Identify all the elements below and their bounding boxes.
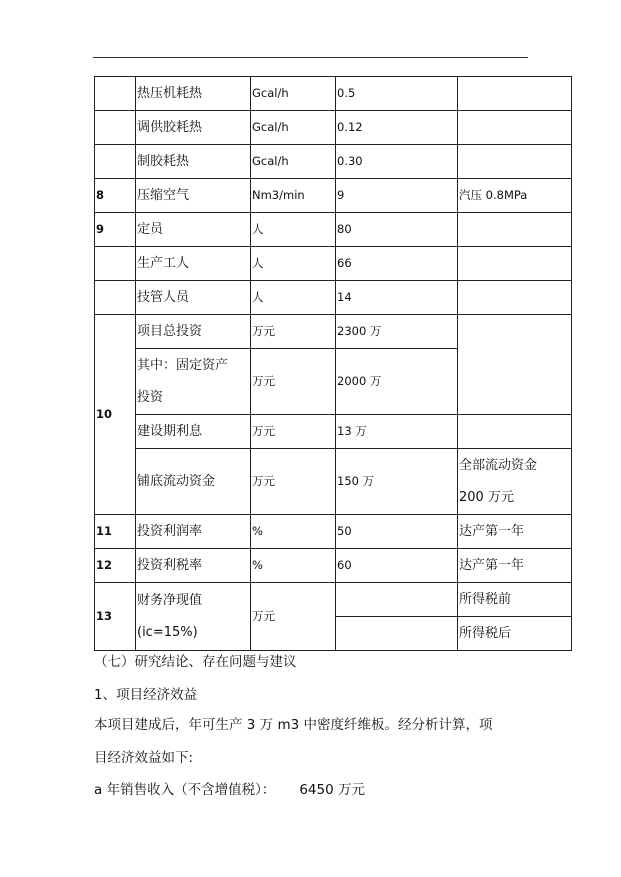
body-line-1: 本项目建成后，年可生产 3 万 m3 中密度纤维板。经分析计算，项 — [94, 717, 493, 733]
row-item: 调供胶耗热 — [136, 111, 251, 145]
row-value: 0.30 — [336, 145, 458, 179]
row-note — [458, 449, 572, 515]
row-number — [95, 77, 136, 111]
row-value: 0.12 — [336, 111, 458, 145]
row-note — [458, 281, 572, 315]
row-unit: 人 — [251, 213, 336, 247]
subsection-heading: 1、项目经济效益 — [94, 687, 198, 703]
row-note — [458, 213, 572, 247]
row-note-line1: 全部流动资金 — [459, 457, 538, 473]
row-item: 技管人员 — [136, 281, 251, 315]
row-note: 所得税后 — [458, 617, 572, 651]
row-value: 2300 万 — [336, 315, 458, 349]
row-unit: % — [251, 515, 336, 549]
table-row — [95, 145, 572, 179]
row-unit: Gcal/h — [251, 145, 336, 179]
row-note: 达产第一年 — [458, 515, 572, 549]
table-row — [95, 247, 572, 281]
table-row — [95, 281, 572, 315]
revenue-label: a 年销售收入（不含增值税）： — [94, 782, 276, 798]
row-item-line1: 其中：固定资产 — [137, 357, 229, 373]
row-value: 0.5 — [336, 77, 458, 111]
table-row — [95, 77, 572, 111]
row-unit: 万元 — [251, 583, 336, 651]
revenue-line — [94, 778, 365, 798]
row-note — [458, 77, 572, 111]
row-number — [95, 111, 136, 145]
row-note: 达产第一年 — [458, 549, 572, 583]
row-note — [458, 315, 572, 415]
row-note-line2: 200 万元 — [459, 489, 514, 505]
row-item: 铺底流动资金 — [136, 449, 251, 515]
row-item-line2: (ic=15%) — [137, 624, 198, 640]
row-item-line2: 投资 — [137, 389, 164, 405]
row-item: 项目总投资 — [136, 315, 251, 349]
row-item: 热压机耗热 — [136, 77, 251, 111]
row-value — [336, 617, 458, 651]
row-item: 制胶耗热 — [136, 145, 251, 179]
row-value: 9 — [336, 179, 458, 213]
row-unit: 人 — [251, 281, 336, 315]
table-row — [95, 111, 572, 145]
table-row — [95, 549, 572, 583]
section-heading: （七）研究结论、存在问题与建议 — [94, 654, 297, 670]
table-row — [95, 449, 572, 515]
row-value: 60 — [336, 549, 458, 583]
row-number: 9 — [95, 213, 136, 247]
revenue-value: 6450 万元 — [299, 782, 365, 798]
table-row — [95, 583, 572, 617]
row-value: 66 — [336, 247, 458, 281]
row-value: 50 — [336, 515, 458, 549]
row-unit: % — [251, 549, 336, 583]
row-item — [136, 349, 251, 415]
row-number: 11 — [95, 515, 136, 549]
row-value: 150 万 — [336, 449, 458, 515]
table-row — [95, 315, 572, 349]
row-number — [95, 145, 136, 179]
row-unit: 万元 — [251, 349, 336, 415]
row-item: 压缩空气 — [136, 179, 251, 213]
row-note — [458, 415, 572, 449]
body-line-2: 目经济效益如下: — [94, 750, 194, 766]
row-note: 汽压 0.8MPa — [458, 179, 572, 213]
row-unit: Gcal/h — [251, 111, 336, 145]
row-unit: Gcal/h — [251, 77, 336, 111]
row-item: 建设期利息 — [136, 415, 251, 449]
row-item: 投资利润率 — [136, 515, 251, 549]
row-item: 投资利税率 — [136, 549, 251, 583]
row-note — [458, 247, 572, 281]
table-row — [95, 515, 572, 549]
row-value — [336, 583, 458, 617]
row-item: 生产工人 — [136, 247, 251, 281]
row-unit: Nm3/min — [251, 179, 336, 213]
spec-table — [94, 76, 572, 651]
row-number — [95, 281, 136, 315]
row-unit: 万元 — [251, 449, 336, 515]
row-unit: 人 — [251, 247, 336, 281]
row-note — [458, 145, 572, 179]
row-value: 13 万 — [336, 415, 458, 449]
row-item-line1: 财务净现值 — [137, 592, 203, 608]
row-item: 定员 — [136, 213, 251, 247]
row-unit: 万元 — [251, 415, 336, 449]
row-unit: 万元 — [251, 315, 336, 349]
row-number: 12 — [95, 549, 136, 583]
table-row — [95, 179, 572, 213]
row-value: 80 — [336, 213, 458, 247]
table-row — [95, 415, 572, 449]
row-number: 8 — [95, 179, 136, 213]
row-note: 所得税前 — [458, 583, 572, 617]
row-number: 10 — [95, 315, 136, 515]
row-value: 2000 万 — [336, 349, 458, 415]
row-note — [458, 111, 572, 145]
row-number — [95, 247, 136, 281]
table-row — [95, 213, 572, 247]
header-rule — [93, 57, 528, 58]
row-number: 13 — [95, 583, 136, 651]
row-item — [136, 583, 251, 651]
row-value: 14 — [336, 281, 458, 315]
